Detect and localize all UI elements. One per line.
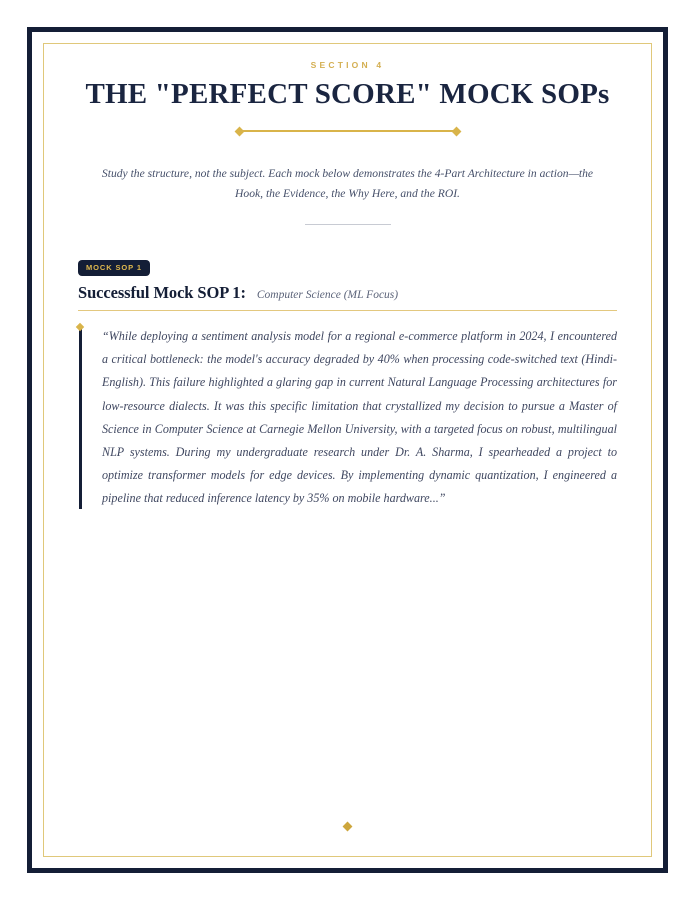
page-title: THE "PERFECT SCORE" MOCK SOPs xyxy=(85,78,610,110)
mock-sop-quote-text: “While deploying a sentiment analysis model for a regional e-commerce platform in 2024, I encountered a critical bottleneck: the model's accuracy degraded by 40% when processing code-switched text (Hindi-English). This failure highlighted a glaring gap in current Natural Language Processing architectures for low-resource dialects. It was this specific limitation that crystallized my decision to pursue a Master of Science in Computer Science at Carnegie Mellon University, with a targeted focus on robust, multilingual NLP systems. During my undergraduate research under Dr. A. Sharma, I spearheaded a project to optimize transformer models for edge devices. By implementing dynamic quantization, I engineered a pipeline that reduced inference latency by 35% on mobile hardware...” xyxy=(102,328,617,506)
mock-sop-badge: MOCK SOP 1 xyxy=(78,260,150,276)
mock-sop-heading-row xyxy=(78,283,617,311)
intro-divider xyxy=(305,224,391,225)
rail-diamond-icon xyxy=(76,323,84,331)
section-eyebrow: SECTION 4 xyxy=(310,60,385,70)
intro-paragraph: Study the structure, not the subject. Each mock below demonstrates the 4-Part Architecture in action—the Hook, the Evidence, the Why Here, and the ROI. xyxy=(101,167,594,201)
page-content xyxy=(32,32,663,868)
mock-sop-heading: Successful Mock SOP 1: xyxy=(78,282,246,302)
divider-bar xyxy=(241,130,455,132)
title-divider-ornament xyxy=(236,125,460,136)
mock-sop-subject: Computer Science (ML Focus) xyxy=(256,288,399,301)
document-page xyxy=(27,27,668,873)
quote-accent-rail xyxy=(79,329,82,509)
mock-sop-block xyxy=(78,257,617,510)
diamond-right-icon xyxy=(451,126,461,136)
mock-sop-quote-block xyxy=(78,325,617,511)
